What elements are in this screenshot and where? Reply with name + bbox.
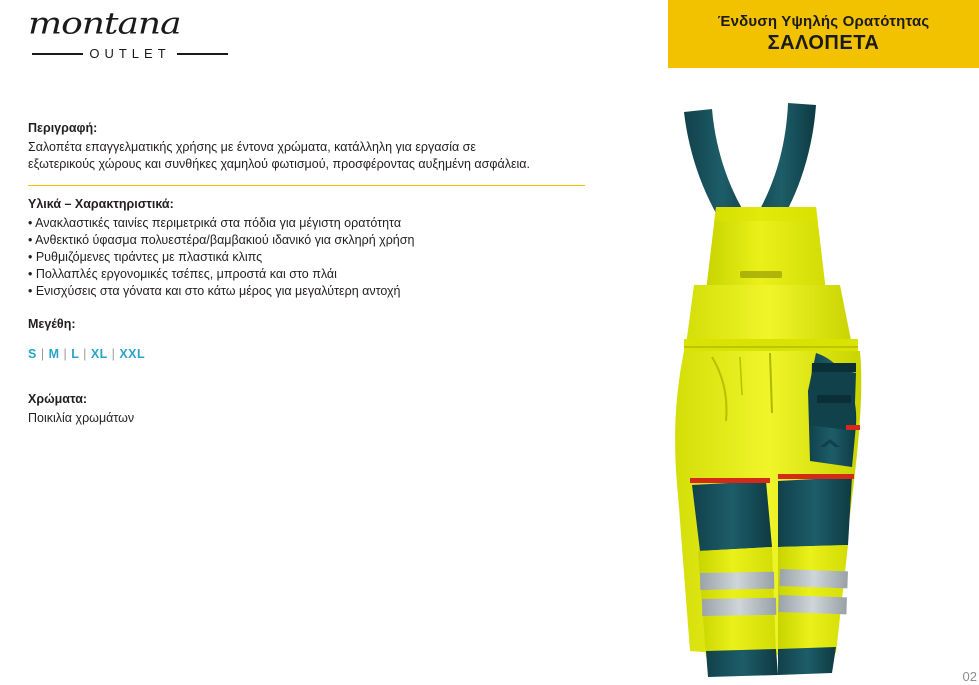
description-line-2: εξωτερικούς χώρους και συνθήκες χαμηλού φωτισμού, προσφέροντας αυξημένη ασφάλεια. xyxy=(28,157,531,171)
description-title: Περιγραφή: xyxy=(28,121,98,135)
banner-subtitle: Ένδυση Υψηλής Ορατότητας xyxy=(717,13,930,30)
colors-value: Ποικιλία χρωμάτων xyxy=(28,411,135,425)
brand-logo-subline xyxy=(28,46,228,61)
size-option-m: M xyxy=(48,346,60,361)
size-separator: | xyxy=(40,346,45,361)
colors-title: Χρώματα: xyxy=(28,392,88,406)
product-description-panel xyxy=(28,120,603,427)
size-separator: | xyxy=(63,346,68,361)
features-title: Υλικά – Χαρακτηριστικά: xyxy=(28,197,174,211)
list-item: • Ενισχύσεις στα γόνατα και στο κάτω μέρος για μεγαλύτερη αντοχή xyxy=(28,284,401,298)
brand-logo xyxy=(28,8,228,70)
banner-title: ΣΑΛΟΠΕΤΑ xyxy=(767,32,880,54)
sizes-values xyxy=(28,346,603,363)
product-illustration-svg xyxy=(620,95,979,680)
description-section xyxy=(28,120,603,173)
size-option-l: L xyxy=(71,346,80,361)
spacer-features-sizes xyxy=(28,300,603,316)
list-item: • Ρυθμιζόμενες τιράντες με πλαστικά κλιπς xyxy=(28,250,263,264)
size-option-s: S xyxy=(28,346,37,361)
list-item: • Ανθεκτικό ύφασμα πολυεστέρα/βαμβακιού ιδανικό για σκληρή χρήση xyxy=(28,233,415,247)
list-item: • Πολλαπλές εργονομικές τσέπες, μπροστά και στο πλάι xyxy=(28,267,337,281)
sizes-section xyxy=(28,316,603,363)
brand-logo-outlet: OUTLET xyxy=(89,46,171,61)
size-option-xxl: XXL xyxy=(119,346,146,361)
logo-rule-right xyxy=(177,53,228,55)
section-divider xyxy=(28,185,585,186)
colors-section xyxy=(28,391,603,427)
sizes-title: Μεγέθη: xyxy=(28,317,76,331)
description-line-1: Σαλοπέτα επαγγελματικής χρήσης με έντονα χρώματα, κατάλληλη για εργασία σε xyxy=(28,140,476,154)
page-number: 02 xyxy=(962,669,977,684)
logo-rule-left xyxy=(32,53,83,55)
size-separator: | xyxy=(83,346,87,361)
spacer-sizes-colors xyxy=(28,375,603,391)
brand-logo-script: montana xyxy=(28,7,181,41)
header-banner xyxy=(668,0,979,68)
product-image xyxy=(620,95,979,684)
size-option-xl: XL xyxy=(90,346,108,361)
features-list xyxy=(28,215,603,300)
size-separator: | xyxy=(111,346,116,361)
list-item: • Ανακλαστικές ταινίες περιμετρικά στα πόδια για μέγιστη ορατότητα xyxy=(28,216,402,230)
features-section xyxy=(28,196,603,300)
